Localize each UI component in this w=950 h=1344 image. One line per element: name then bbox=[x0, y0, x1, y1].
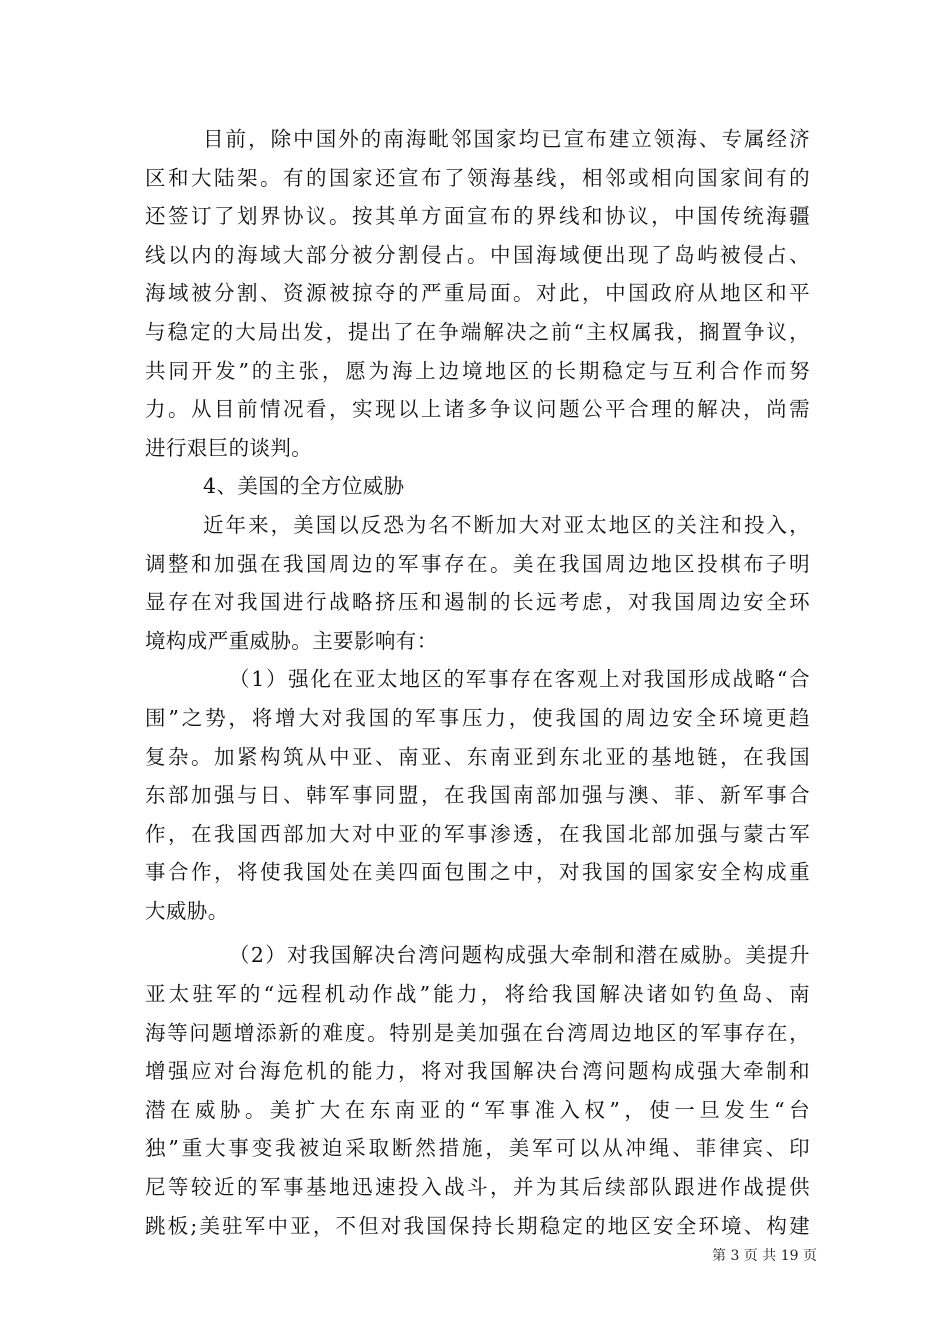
paragraph-line: 线以内的海域大部分被分割侵占。中国海域便出现了岛屿被侵占、 bbox=[145, 242, 810, 267]
paragraph-line: 目前，除中国外的南海毗邻国家均已宣布建立领海、专属经济 bbox=[203, 127, 810, 151]
paragraph-line: 境构成严重威胁。主要影响有： bbox=[145, 628, 438, 653]
list-item-line: （2）对我国解决台湾问题构成强大牵制和潜在威胁。美提升 bbox=[229, 943, 810, 968]
paragraph-line: 区和大陆架。有的国家还宣布了领海基线，相邻或相向国家间有的 bbox=[145, 165, 810, 190]
list-item-line: 大威胁。 bbox=[145, 898, 229, 923]
list-item-line: 海等问题增添新的难度。特别是美加强在台湾周边地区的军事存在， bbox=[145, 1020, 810, 1045]
list-item-line: 跳板;美驻军中亚，不但对我国保持长期稳定的地区安全环境、构建 bbox=[145, 1213, 810, 1238]
list-item-line: 作，在我国西部加大对中亚的军事渗透，在我国北部加强与蒙古军 bbox=[145, 821, 810, 846]
paragraph-line: 与稳定的大局出发，提出了在争端解决之前“主权属我，搁置争议， bbox=[145, 319, 810, 344]
list-item-line: （1）强化在亚太地区的军事存在客观上对我国形成战略“合 bbox=[229, 667, 810, 692]
list-item-line: 尼等较近的军事基地迅速投入战斗，并为其后续部队跟进作战提供 bbox=[145, 1175, 810, 1200]
paragraph-line: 进行艰巨的谈判。 bbox=[145, 435, 313, 460]
list-item-line: 潜在威胁。美扩大在东南亚的“军事准入权”，使一旦发生“台 bbox=[145, 1097, 810, 1122]
paragraph-line: 海域被分割、资源被掠夺的严重局面。对此，中国政府从地区和平 bbox=[145, 281, 810, 306]
paragraph-line: 调整和加强在我国周边的军事存在。美在我国周边地区投棋布子明 bbox=[145, 551, 810, 576]
section-heading: 4、美国的全方位威胁 bbox=[203, 474, 405, 499]
list-item-line: 事合作，将使我国处在美四面包围之中，对我国的国家安全构成重 bbox=[145, 860, 810, 885]
body-text bbox=[145, 120, 810, 1245]
list-item-line: 亚太驻军的“远程机动作战”能力，将给我国解决诸如钓鱼岛、南 bbox=[145, 982, 810, 1007]
list-item-line: 独”重大事变我被迫采取断然措施，美军可以从冲绳、菲律宾、印 bbox=[145, 1136, 810, 1161]
page-number-footer: 第 3 页 共 19 页 bbox=[712, 1248, 817, 1264]
paragraph-line: 力。从目前情况看，实现以上诸多争议问题公平合理的解决，尚需 bbox=[145, 397, 810, 422]
list-item-line: 增强应对台海危机的能力，将对我国解决台湾问题构成强大牵制和 bbox=[145, 1059, 810, 1084]
paragraph-line: 共同开发”的主张，愿为海上边境地区的长期稳定与互利合作而努 bbox=[145, 358, 810, 383]
list-item-line: 东部加强与日、韩军事同盟，在我国南部加强与澳、菲、新军事合 bbox=[145, 783, 810, 808]
list-item-line: 复杂。加紧构筑从中亚、南亚、东南亚到东北亚的基地链，在我国 bbox=[145, 744, 810, 769]
paragraph-line: 近年来，美国以反恐为名不断加大对亚太地区的关注和投入， bbox=[203, 512, 810, 537]
list-item-line: 围”之势，将增大对我国的军事压力，使我国的周边安全环境更趋 bbox=[145, 705, 810, 730]
paragraph-line: 还签订了划界协议。按其单方面宣布的界线和协议，中国传统海疆 bbox=[145, 204, 810, 229]
paragraph-line: 显存在对我国进行战略挤压和遏制的长远考虑，对我国周边安全环 bbox=[145, 590, 810, 615]
